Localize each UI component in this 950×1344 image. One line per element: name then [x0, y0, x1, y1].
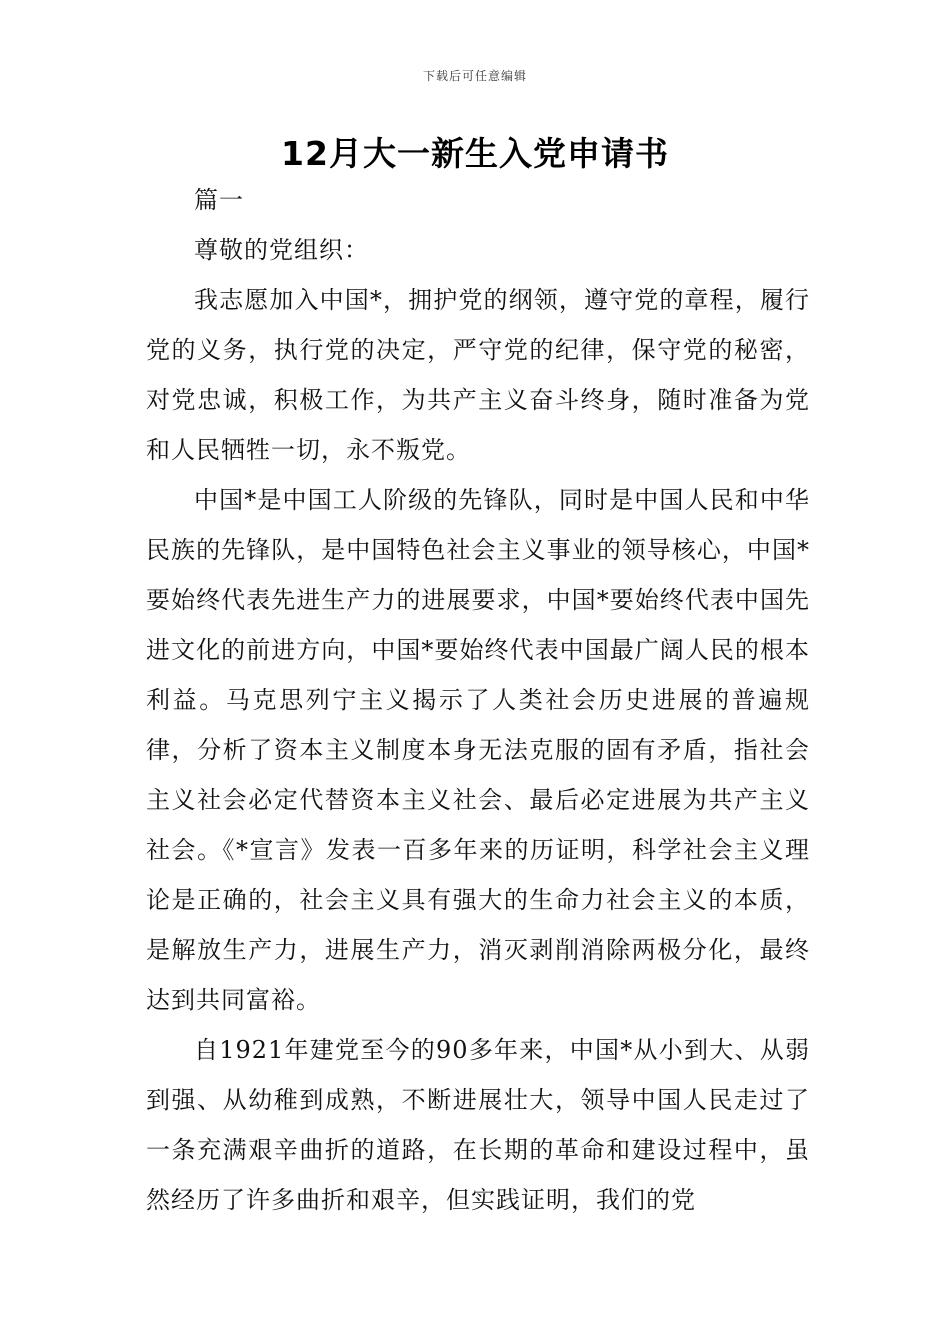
section-label: 篇一 — [194, 186, 244, 214]
header-note: 下载后可任意编辑 — [422, 69, 527, 83]
document-body — [146, 152, 810, 1225]
salutation: 尊敬的党组织： — [194, 236, 369, 264]
paragraph-1: 我志愿加入中国*，拥护党的纲领，遵守党的章程，履行党的义务，执行党的决定，严守党的纪律，保守党的秘密，对党忠诚，积极工作，为共产主义奋斗终身，随时准备为党和人民牺牲一切，永不叛党。 — [146, 286, 810, 464]
paragraph-2: 中国*是中国工人阶级的先锋队，同时是中国人民和中华民族的先锋队，是中国特色社会主义事业的领导核心，中国*要始终代表先进生产力的进展要求，中国*要始终代表中国先进文化的前进方向，中国*要始终代表中国最广阔人民的根本利益。马克思列宁主义揭示了人类社会历史进展的普遍规律，分析了资本主义制度本身无法克服的固有矛盾，指社会主义社会必定代替资本主义社会、最后必定进展为共产主义社会。《*宣言》发表一百多年来的历证明，科学社会主义理论是正确的，社会主义具有强大的生命力社会主义的本质，是解放生产力，进展生产力，消灭剥削消除两极分化，最终达到共同富裕。 — [146, 486, 810, 1014]
document-title: 12月大一新生入党申请书 — [281, 134, 669, 173]
paragraph-3: 自1921年建党至今的90多年来，中国*从小到大、从弱到强、从幼稚到成熟，不断进展壮大，领导中国人民走过了一条充满艰辛曲折的道路，在长期的革命和建设过程中，虽然经历了许多曲折和艰辛，但实践证明，我们的党 — [146, 1036, 810, 1214]
